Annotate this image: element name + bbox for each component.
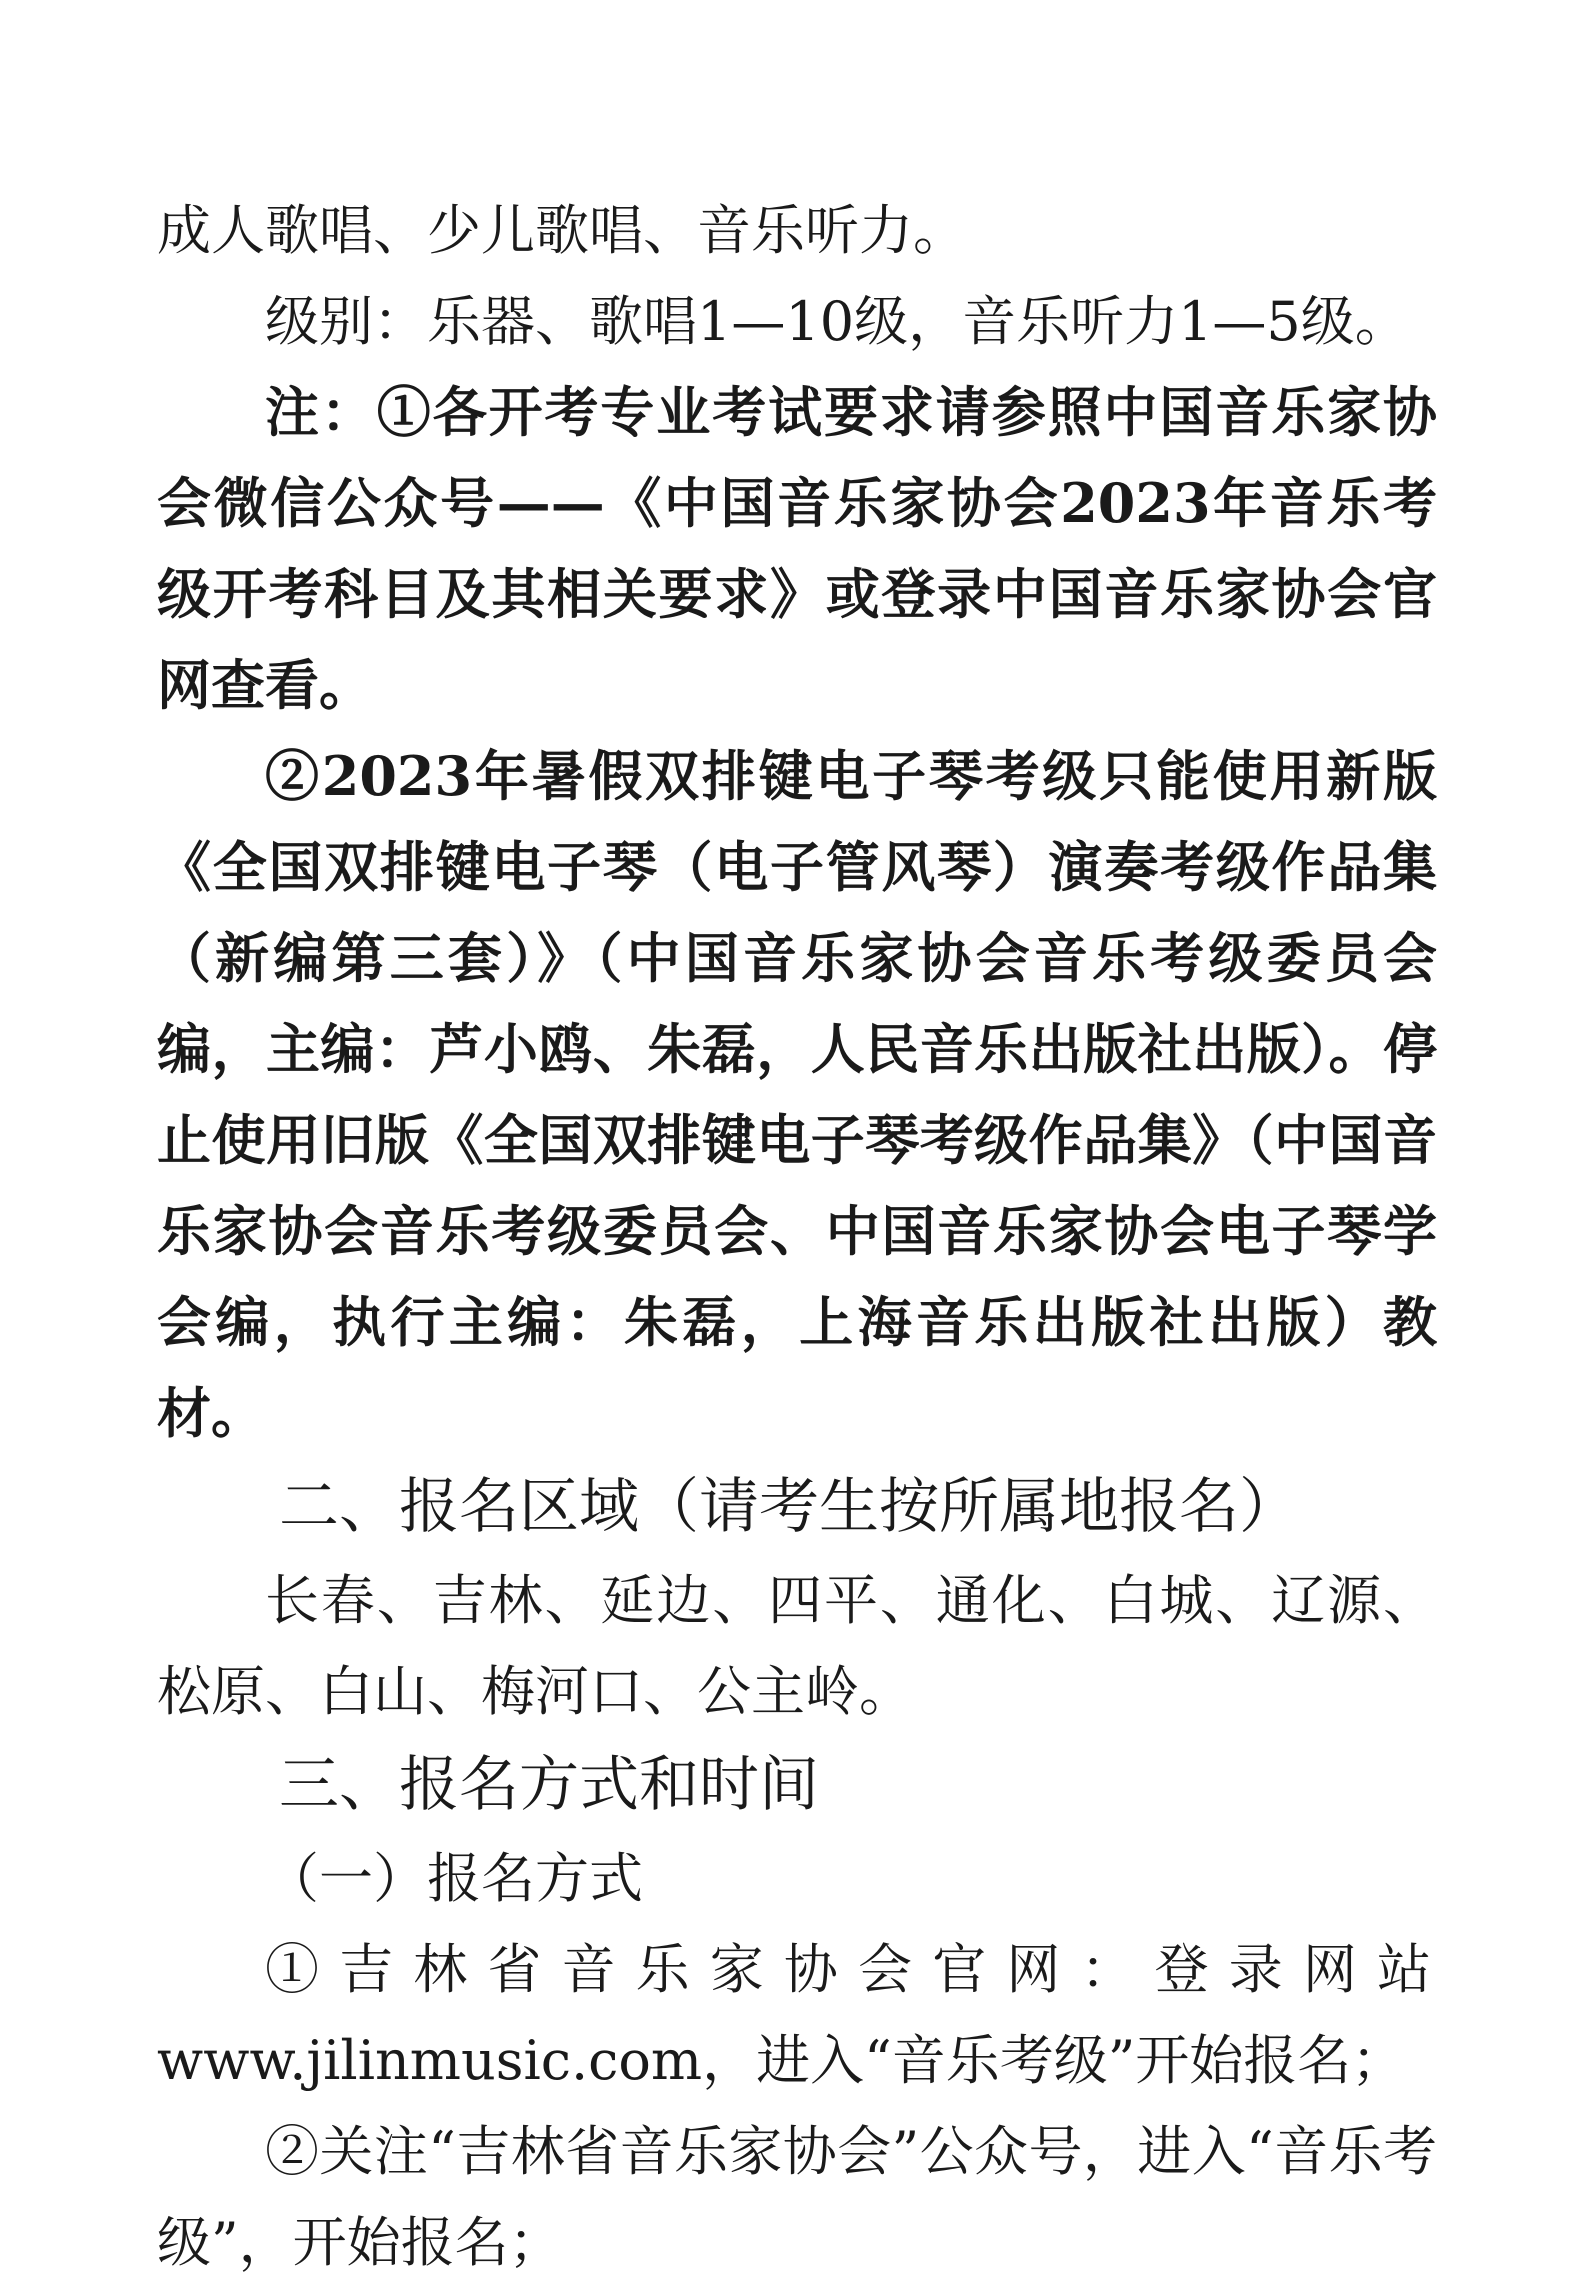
paragraph-method-1-line-1: ①吉林省音乐家协会官网：登录网站: [265, 1938, 1437, 2001]
document-body: [157, 185, 1437, 2288]
paragraph-note-1: 注：①各开考专业考试要求请参照中国音乐家协会微信公众号——《中国音乐家协会2023年音乐考级开考科目及其相关要求》或登录中国音乐家协会官网查看。: [157, 380, 1437, 717]
paragraph-method-2: ②关注“吉林省音乐家协会”公众号，进入“音乐考级”，开始报名；: [157, 2120, 1437, 2274]
paragraph-note-2: ②2023年暑假双排键电子琴考级只能使用新版《全国双排键电子琴（电子管风琴）演奏考级作品集（新编第三套）》（中国音乐家协会音乐考级委员会编，主编：芦小鸥、朱磊，人民音乐出版社出版）。停止使用旧版《全国双排键电子琴考级作品集》（中国音乐家协会音乐考级委员会、中国音乐家协会电子琴学会编，执行主编：朱磊，上海音乐出版社出版）教材。: [157, 744, 1437, 1445]
paragraph-regions: 长春、吉林、延边、四平、通化、白城、辽源、松原、白山、梅河口、公主岭。: [157, 1569, 1437, 1723]
section-heading-registration-region: 二、报名区域（请考生按所属地报名）: [279, 1472, 1299, 1542]
paragraph-levels: 级别：乐器、歌唱1—10级，音乐听力1—5级。: [265, 290, 1409, 353]
paragraph-subjects: 成人歌唱、少儿歌唱、音乐听力。: [157, 199, 967, 262]
section-heading-registration-method: 三、报名方式和时间: [279, 1750, 819, 1820]
subheading-registration-method: （一）报名方式: [265, 1847, 643, 1910]
paragraph-method-1-line-2: www.jilinmusic.com，进入“音乐考级”开始报名；: [157, 2029, 1406, 2092]
